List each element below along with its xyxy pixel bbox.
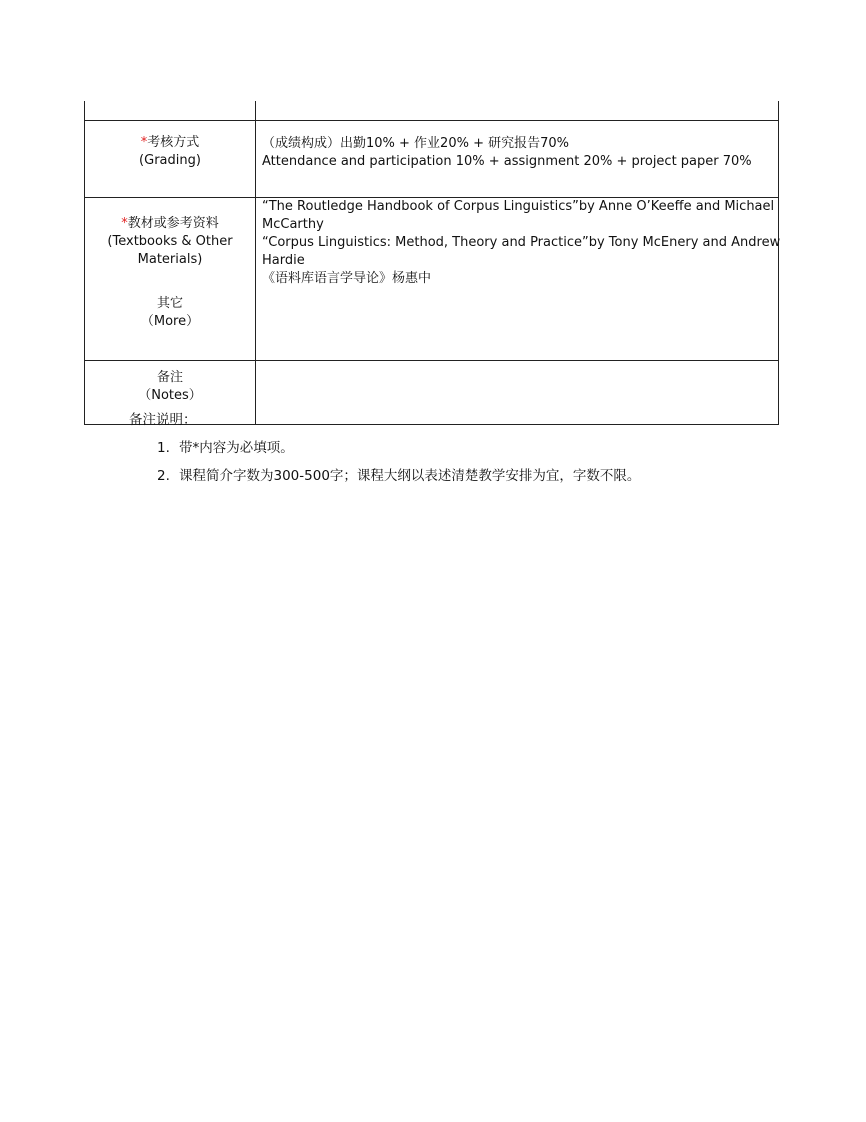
grading-label-cn: 考核方式 — [147, 135, 200, 150]
materials-label-cell — [85, 198, 256, 361]
grading-content-en: Attendance and participation 10% + assignment 20% + project paper 70% — [262, 154, 752, 169]
explanation-list — [129, 438, 640, 486]
list-item — [129, 466, 640, 486]
grading-label-cell — [85, 121, 256, 198]
materials-label-en-1: (Textbooks & Other — [107, 234, 233, 249]
list-item-number: 1. — [157, 440, 170, 456]
more-label-en: （More） — [140, 314, 200, 329]
table-row-grading — [85, 121, 779, 198]
course-info-table — [84, 101, 779, 425]
continued-content-cell — [256, 101, 779, 121]
materials-label-en-2: Materials) — [137, 252, 203, 267]
list-item — [129, 438, 640, 458]
table-row-continued — [85, 101, 779, 121]
notes-label-en: （Notes） — [138, 388, 202, 403]
list-item-text: 课程简介字数为300-500字；课程大纲以表述清楚教学安排为宜，字数不限。 — [179, 468, 641, 484]
list-item-text: 带*内容为必填项。 — [179, 440, 294, 456]
continued-label-cell — [85, 101, 256, 121]
grading-label-cn-line — [85, 134, 255, 152]
grading-label-en: (Grading) — [139, 153, 201, 168]
required-marker: * — [140, 135, 148, 150]
reference-line: Hardie — [262, 253, 305, 268]
materials-content-cell — [256, 198, 779, 361]
grading-content-cn: （成绩构成）出勤10% + 作业20% + 研究报告70% — [262, 136, 569, 151]
explanation-title: 备注说明： — [129, 412, 197, 428]
required-marker: * — [121, 216, 128, 231]
table-row-materials — [85, 198, 779, 361]
notes-explanation — [129, 410, 640, 494]
list-item-number: 2. — [157, 468, 170, 484]
reference-line: 《语料库语言学导论》杨惠中 — [262, 271, 432, 286]
reference-line: “Corpus Linguistics: Method, Theory and Practice”by Tony McEnery and Andrew — [262, 235, 781, 250]
grading-content-cell — [256, 121, 779, 198]
materials-label-cn: 教材或参考资料 — [127, 216, 219, 231]
reference-line: “The Routledge Handbook of Corpus Linguistics”by Anne O’Keeffe and Michael — [262, 199, 775, 214]
reference-line: McCarthy — [262, 217, 324, 232]
more-label-cn: 其它 — [156, 296, 183, 311]
notes-label-cn: 备注 — [156, 370, 183, 385]
materials-label-cn-line — [85, 215, 255, 233]
